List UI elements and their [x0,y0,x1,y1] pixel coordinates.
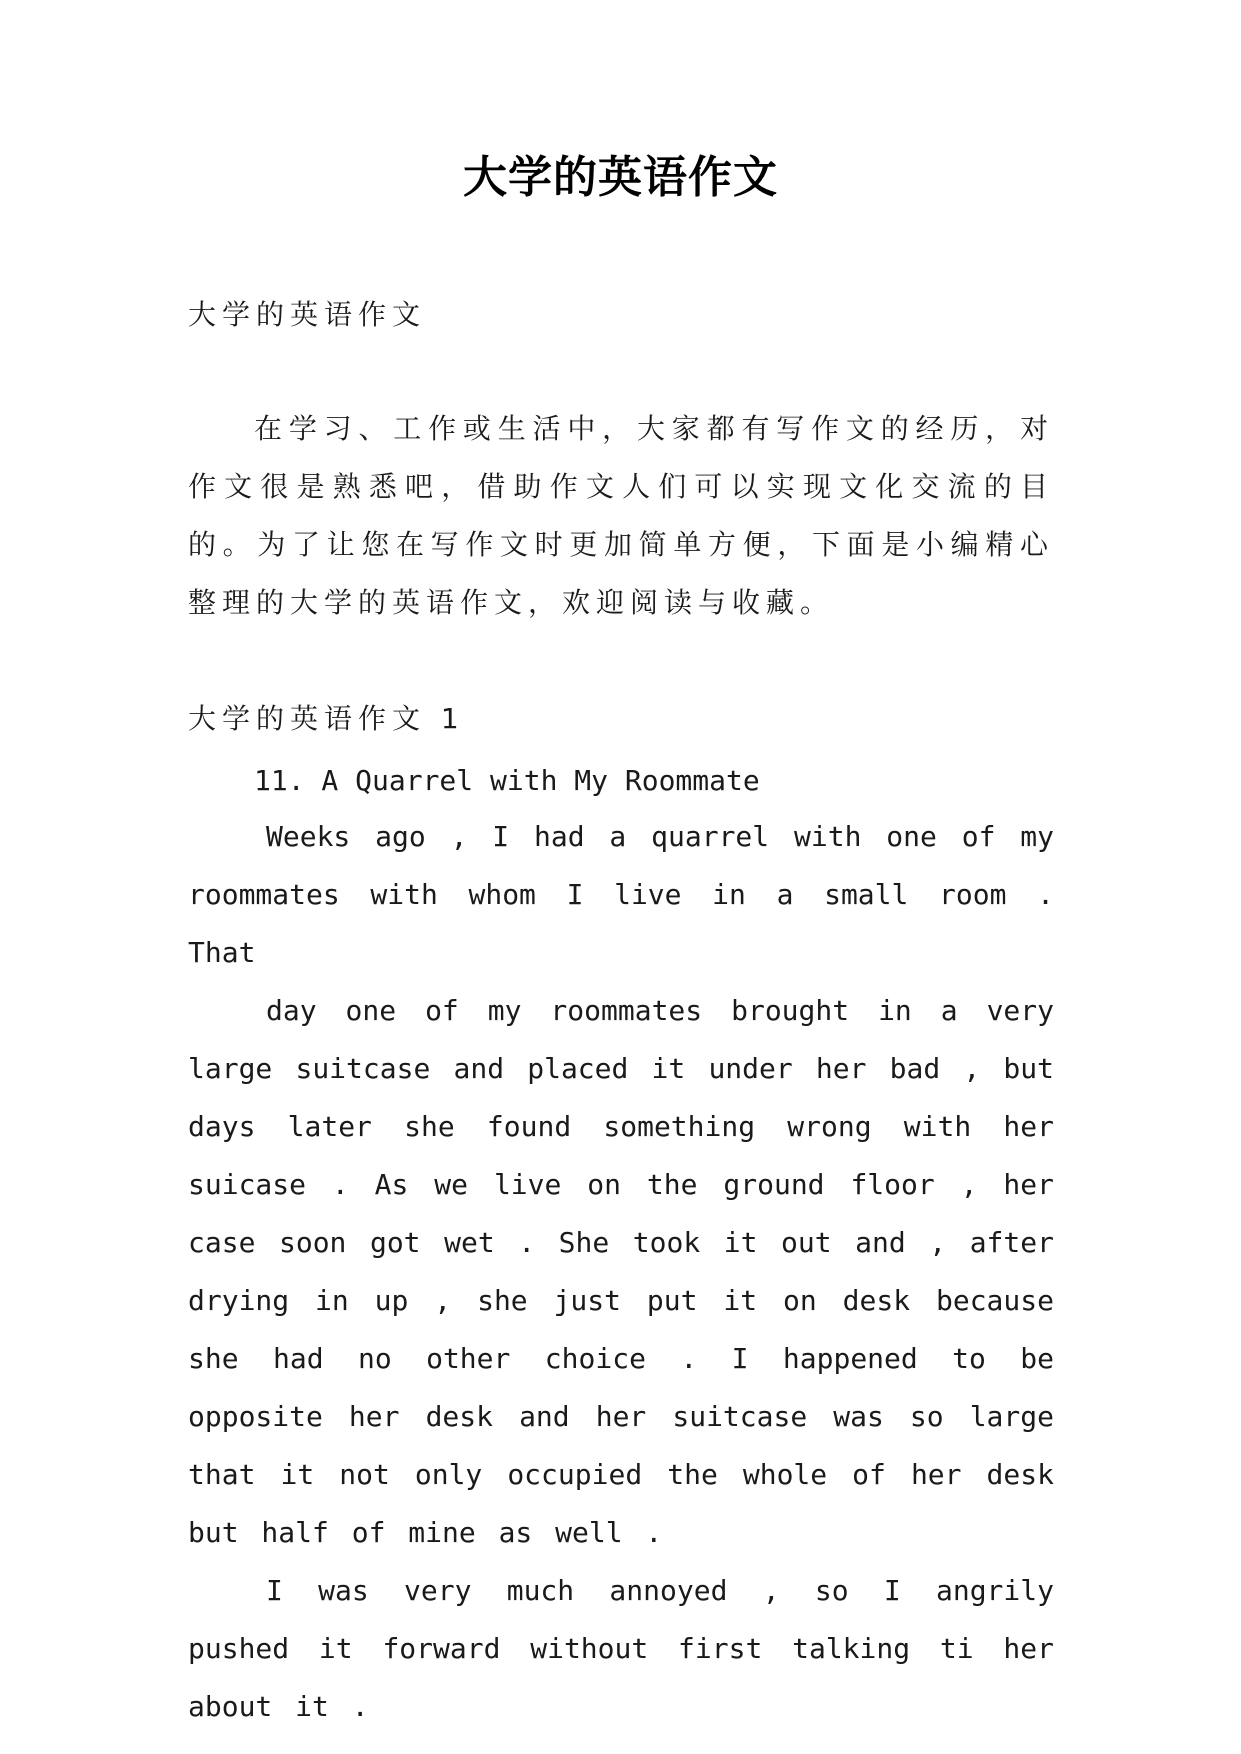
document-title: 大学的英语作文 [463,152,778,203]
essay-paragraph: day one of my roommates brought in a very large suitcase and placed it under her bad , but days later she found something wrong with her suicase . As we live on the ground floor , her case soon got wet . She took it out and , after drying in up , she just put it on desk because she had no other choice . I happened to be opposite her desk and her suitcase was so large that it not only occupied the whole of her desk but half of mine as well . [188,994,1054,1549]
essay-paragraph: I was very much annoyed , so I angrily pushed it forward without first talking ti her about it . [188,1574,1054,1723]
essay-body [188,808,1054,1736]
essay-paragraph: Weeks ago , I had a quarrel with one of my roommates with whom I live in a small room . That [188,820,1054,969]
essay-heading: 大学的英语作文 1 [188,702,465,735]
document-subtitle: 大学的英语作文 [188,298,427,331]
essay-title: 11. A Quarrel with My Roommate [254,764,760,797]
intro-paragraph: 在学习、工作或生活中，大家都有写作文的经历，对作文很是熟悉吧，借助作文人们可以实现文化交流的目的。为了让您在写作文时更加简单方便，下面是小编精心整理的大学的英语作文，欢迎阅读与收藏。 [188,412,1054,619]
